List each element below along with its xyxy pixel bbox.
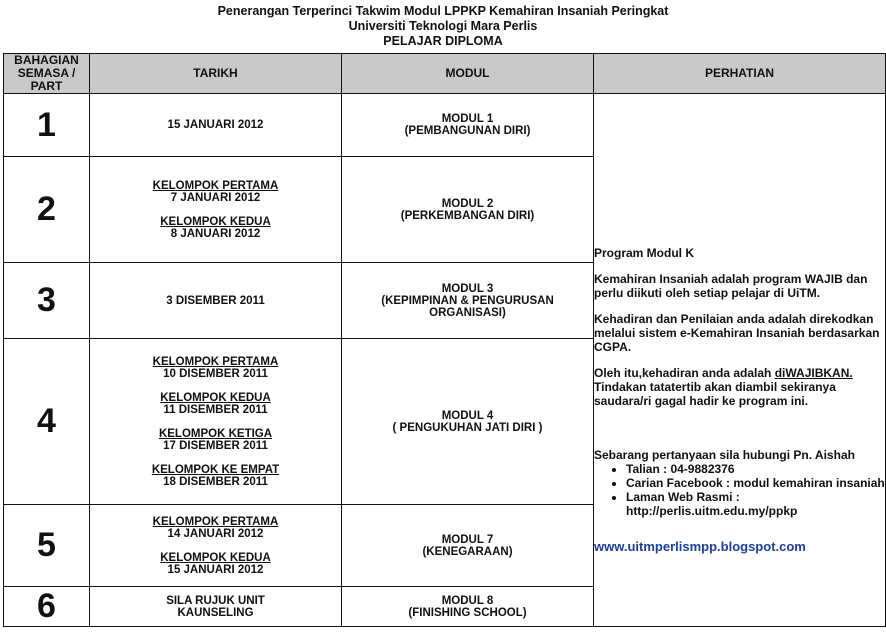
header-line-2: Universiti Teknologi Mara Perlis [348, 19, 538, 33]
group-date: 15 JANUARI 2012 [167, 563, 264, 576]
group-label: KELOMPOK KEDUA [160, 215, 271, 228]
col-header-part: BAHAGIAN SEMASA / PART [4, 54, 90, 94]
part-number: 6 [4, 587, 90, 627]
table-header-row [4, 54, 886, 94]
module-subtitle: (KENEGARAAN) [422, 545, 513, 558]
date-cell: 15 JANUARI 2012 [90, 94, 342, 157]
part-number: 2 [4, 157, 90, 263]
part-number: 4 [4, 339, 90, 505]
group-label: KELOMPOK PERTAMA [152, 515, 279, 528]
date-cell [90, 505, 342, 587]
module-subtitle: (KEPIMPINAN & PENGURUSAN ORGANISASI) [381, 294, 554, 319]
note-paragraph-3 [594, 366, 885, 408]
module-subtitle: (FINISHING SCHOOL) [408, 606, 527, 619]
group-label: KELOMPOK KEDUA [160, 391, 271, 404]
note-paragraph-3-end: Tindakan tatatertib akan diambil sekiranya saudara/ri gagal hadir ke program ini. [594, 380, 836, 408]
group-date: 17 DISEMBER 2011 [163, 439, 268, 452]
note-paragraph-1: Kemahiran Insaniah adalah program WAJIB dan perlu diikuti oleh setiap pelajar di UiTM. [594, 272, 868, 300]
note-paragraph-3-start: Oleh itu,kehadiran anda adalah [594, 366, 775, 380]
module-cell [342, 339, 594, 505]
module-cell [342, 505, 594, 587]
date-cell: 3 DISEMBER 2011 [90, 263, 342, 339]
contact-website: • Laman Web Rasmi : http://perlis.uitm.edu.my/ppkp [626, 490, 885, 518]
group-label: KELOMPOK KEDUA [160, 551, 271, 564]
module-title: MODUL 1 [441, 113, 494, 125]
blog-url[interactable]: www.uitmperlismpp.blogspot.com [594, 539, 806, 554]
module-cell [342, 157, 594, 263]
module-title: MODUL 3 [441, 282, 494, 295]
group-date: 11 DISEMBER 2011 [163, 403, 268, 416]
header-line-1: Penerangan Terperinci Takwim Modul LPPKP Kemahiran Insaniah Peringkat [217, 4, 669, 18]
module-cell [342, 263, 594, 339]
col-header-date: TARIKH [90, 54, 342, 94]
module-cell [342, 587, 594, 627]
group-date: 14 JANUARI 2012 [167, 527, 264, 540]
part-number: 1 [4, 94, 90, 157]
module-title: MODUL 8 [441, 594, 494, 607]
note-title: Program Modul K [594, 246, 695, 260]
date-cell: SILA RUJUK UNIT KAUNSELING [90, 587, 342, 627]
date-cell [90, 157, 342, 263]
group-label: KELOMPOK PERTAMA [152, 179, 279, 192]
part-number: 5 [4, 505, 90, 587]
module-subtitle: (PEMBANGUNAN DIRI) [404, 125, 531, 137]
note-contact: Sebarang pertanyaan sila hubungi Pn. Aishah [594, 448, 855, 462]
header-line-3: PELAJAR DIPLOMA [383, 34, 503, 48]
module-title: MODUL 2 [441, 197, 494, 210]
module-subtitle: ( PENGUKUHAN JATI DIRI ) [392, 421, 543, 434]
col-header-module: MODUL [342, 54, 594, 94]
contact-facebook: • Carian Facebook : modul kemahiran insaniah [626, 476, 885, 490]
group-date: 10 DISEMBER 2011 [163, 367, 268, 380]
group-label: KELOMPOK PERTAMA [152, 355, 279, 368]
note-emphasis: diWAJIBKAN. [774, 366, 853, 380]
module-title: MODUL 4 [441, 409, 494, 422]
note-paragraph-2: Kehadiran dan Penilaian anda adalah direkodkan melalui sistem e-Kemahiran Insaniah berdasarkan CGPA. [594, 312, 880, 354]
group-label: KELOMPOK KE EMPAT [151, 463, 280, 476]
module-cell [342, 94, 594, 157]
table-row [4, 94, 886, 157]
col-header-note: PERHATIAN [594, 54, 886, 94]
group-date: 8 JANUARI 2012 [170, 227, 261, 240]
group-label: KELOMPOK KETIGA [158, 427, 273, 440]
contact-phone: • Talian : 04-9882376 [626, 462, 885, 476]
module-subtitle: (PERKEMBANGAN DIRI) [400, 209, 535, 222]
date-cell [90, 339, 342, 505]
schedule-table [3, 53, 886, 627]
group-date: 18 DISEMBER 2011 [163, 475, 268, 488]
group-date: 7 JANUARI 2012 [170, 191, 261, 204]
note-cell [594, 94, 886, 627]
part-number: 3 [4, 263, 90, 339]
module-title: MODUL 7 [441, 533, 494, 546]
contact-list [594, 462, 885, 518]
document-header [0, 4, 886, 49]
